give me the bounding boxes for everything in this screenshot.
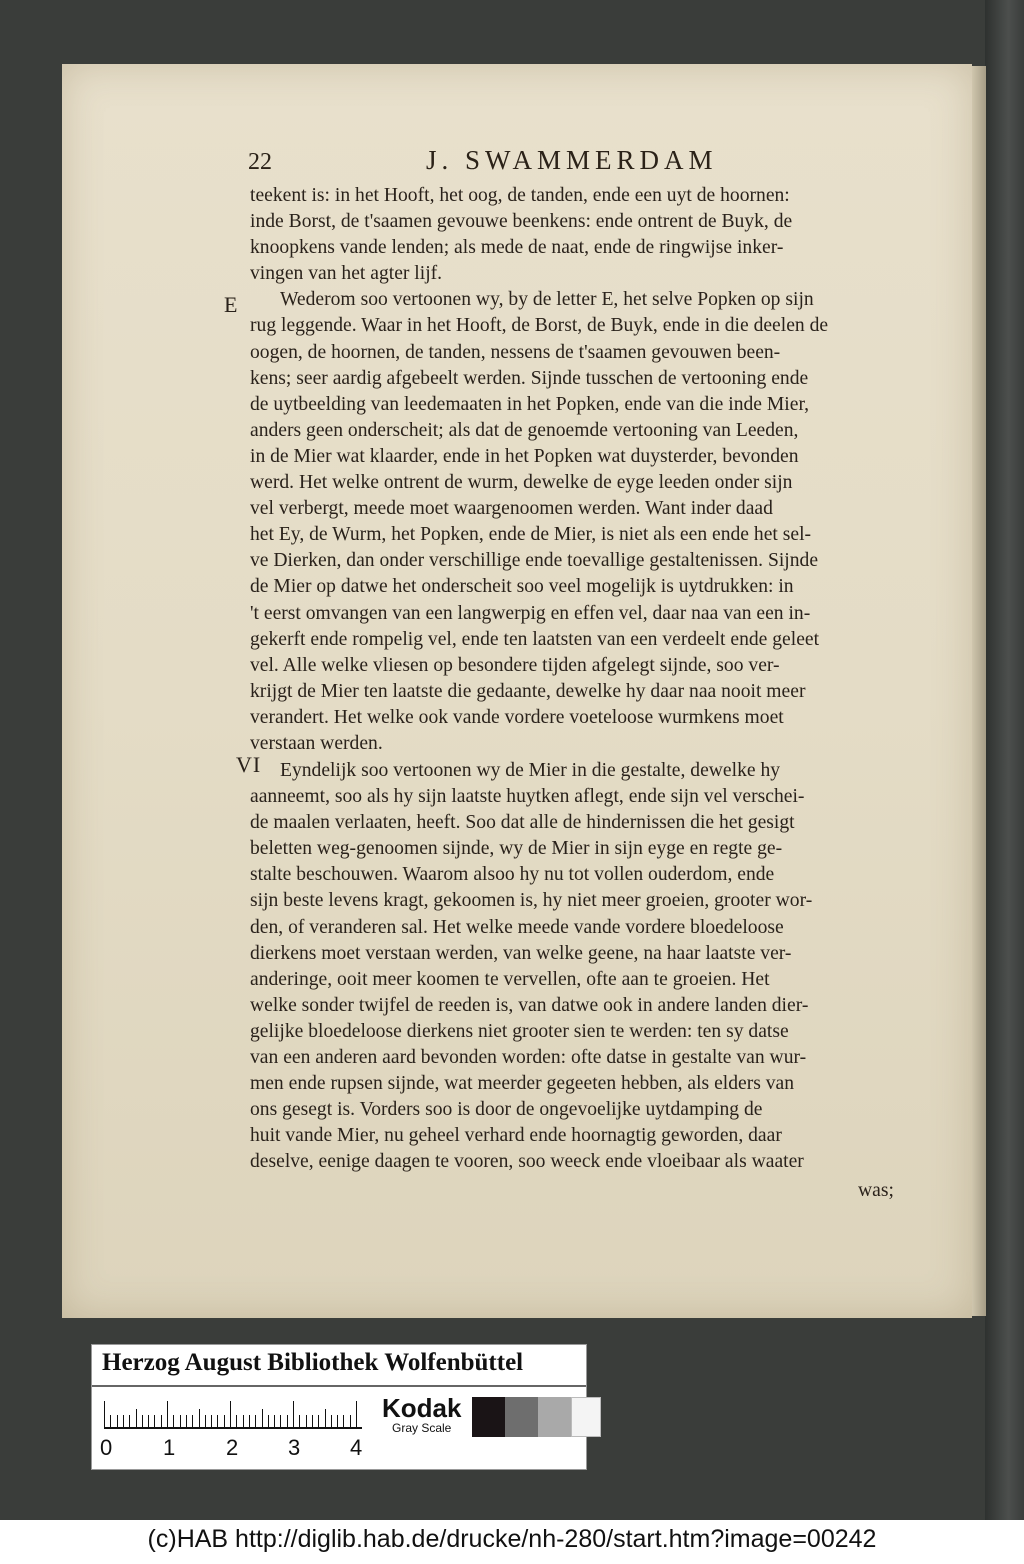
card-divider <box>92 1385 586 1387</box>
text-line: anders geen onderscheit; als dat de genoemde vertooning van Leeden, <box>250 419 799 441</box>
gray-swatch-4 <box>571 1397 601 1437</box>
page-edge <box>972 66 986 1316</box>
ruler-tick <box>180 1415 181 1427</box>
ruler-tick <box>343 1415 344 1427</box>
ruler-number: 0 <box>100 1435 113 1460</box>
margin-numeral-vi: VI <box>236 752 262 777</box>
library-card <box>92 1345 586 1469</box>
text-line: Wederom soo vertoonen wy, by de letter E, het selve Popken op sijn <box>280 289 814 311</box>
text-line: vel. Alle welke vliesen op besondere tijden afgelegt sijnde, soo ver- <box>250 654 780 676</box>
ruler-tick <box>262 1409 263 1427</box>
paragraph-2 <box>250 758 910 1176</box>
margin-letter-e: E <box>224 292 238 317</box>
running-title: J. SWAMMERDAM <box>426 145 718 175</box>
gray-swatch-1 <box>472 1397 505 1437</box>
text-line: deselve, eenige daagen te vooren, soo weeck ende vloeibaar als waater <box>250 1151 804 1173</box>
text-line: inde Borst, de t'saamen gevouwe beenkens: ende ontrent de Buyk, de <box>250 211 793 233</box>
ruler-tick <box>199 1409 200 1427</box>
ruler-number: 2 <box>226 1435 239 1460</box>
text-line: dierkens moet verstaan werden, van welke geene, na haar laatste ver- <box>250 942 792 964</box>
text-line: van een anderen aard bevonden worden: ofte datse in gestalte van wur- <box>250 1047 807 1069</box>
ruler-tick <box>117 1415 118 1427</box>
ruler-tick <box>224 1415 225 1427</box>
text-line: vingen van het agter lijf. <box>250 263 443 285</box>
ruler-tick <box>287 1415 288 1427</box>
gray-swatch-3 <box>538 1397 571 1437</box>
ruler-tick <box>142 1415 143 1427</box>
ruler-tick <box>167 1401 168 1427</box>
text-line: sijn beste levens kragt, gekoomen is, hy niet meer groeien, grooter wor- <box>250 890 813 912</box>
text-line: gekerft ende rompelig vel, ende ten laatsten van een verdeelt ende geleet <box>250 628 820 650</box>
text-line: ve Dierken, dan onder verschillige ende toevallige gestaltenissen. Sijnde <box>250 550 819 572</box>
catchword: was; <box>858 1180 894 1201</box>
ruler-number: 1 <box>163 1435 176 1460</box>
text-line: in de Mier wat klaarder, ende in het Popken wat duysterder, bevonden <box>250 445 799 467</box>
text-line: verandert. Het welke ook vande vordere voeteloose wurmkens moet <box>250 706 784 728</box>
gray-scale-label: Gray Scale <box>392 1421 452 1435</box>
ruler-tick <box>161 1415 162 1427</box>
ruler-tick <box>186 1415 187 1427</box>
ruler-tick <box>331 1415 332 1427</box>
kodak-logo: Kodak <box>382 1393 462 1423</box>
text-line: aanneemt, soo als hy sijn laatste huytken aflegt, ende sijn vel verschei- <box>250 786 805 808</box>
text-line: beletten weg-genoomen sijnde, wy de Mier in sijn eyge en regte ge- <box>250 838 783 860</box>
ruler-tick <box>312 1415 313 1427</box>
text-line: anderinge, ooit meer koomen te vervellen, ofte aan te groeien. Het <box>250 968 770 990</box>
ruler-tick <box>236 1415 237 1427</box>
ruler-tick <box>192 1415 193 1427</box>
ruler-tick <box>148 1415 149 1427</box>
ruler-tick <box>293 1401 294 1427</box>
ruler-tick <box>211 1415 212 1427</box>
ruler-baseline <box>104 1427 362 1429</box>
text-line: men ende rupsen sijnde, wat meerder gegeeten hebben, als elders van <box>250 1073 795 1095</box>
gray-swatch-2 <box>505 1397 538 1437</box>
text-line: de uytbeelding van leedemaaten in het Popken, ende van die inde Mier, <box>250 393 810 415</box>
ruler-tick <box>123 1415 124 1427</box>
text-line: kens; seer aardig afgebeelt werden. Sijnde tusschen de vertooning ende <box>250 367 809 389</box>
text-line: werd. Het welke ontrent de wurm, dewelke de eyge leeden onder sijn <box>250 472 793 494</box>
image-caption: (c)HAB http://diglib.hab.de/drucke/nh-280/start.htm?image=00242 <box>147 1525 877 1553</box>
ruler-tick <box>318 1415 319 1427</box>
ruler-tick <box>249 1415 250 1427</box>
ruler-tick <box>110 1415 111 1427</box>
ruler-tick <box>136 1409 137 1427</box>
text-line: krijgt de Mier ten laatste die gedaante, dewelke hy daar naa nooit meer <box>250 680 806 702</box>
text-line: rug leggende. Waar in het Hooft, de Borst, de Buyk, ende in die deelen de <box>250 315 829 337</box>
text-line: vel verbergt, meede moet waargenoomen werden. Want inder daad <box>250 498 773 520</box>
ruler-tick <box>129 1415 130 1427</box>
page-number: 22 <box>248 149 272 175</box>
text-line: knoopkens vande lenden; als mede de naat, ende de ringwijse inker- <box>250 237 784 259</box>
ruler-tick <box>274 1415 275 1427</box>
text-line: gelijke bloedeloose dierkens niet grooter sien te werden: ten sy datse <box>250 1020 789 1042</box>
text-line: ons gesegt is. Vorders soo is door de ongevoelijke uytdamping de <box>250 1099 763 1121</box>
text-line: Eyndelijk soo vertoonen wy de Mier in die gestalte, dewelke hy <box>280 760 781 781</box>
text-line: verstaan werden. <box>250 732 383 754</box>
text-line: teekent is: in het Hooft, het oog, de tanden, ende een uyt de hoornen: <box>250 185 790 206</box>
text-line: huit vande Mier, nu geheel verhard ende hoornagtig geworden, daar <box>250 1125 782 1147</box>
ruler-tick <box>325 1409 326 1427</box>
ruler-tick <box>299 1415 300 1427</box>
ruler-tick <box>268 1415 269 1427</box>
ruler-tick <box>280 1415 281 1427</box>
paragraph-1 <box>250 183 910 757</box>
text-line: oogen, de hoornen, de tanden, nessens de t'saamen gevouwen been- <box>250 341 781 363</box>
text-line: stalte beschouwen. Waarom alsoo hy nu tot vollen ouderdom, ende <box>250 864 775 886</box>
text-line: de maalen verlaaten, heeft. Soo dat alle de hindernissen die het gesigt <box>250 812 795 834</box>
ruler-tick <box>173 1415 174 1427</box>
ruler-number: 3 <box>288 1435 301 1460</box>
library-name: Herzog August Bibliothek Wolfenbüttel <box>102 1349 524 1376</box>
text-line: welke sonder twijfel de reeden is, van datwe ook in andere landen dier- <box>250 994 809 1016</box>
ruler-tick <box>356 1401 357 1427</box>
ruler-scale <box>104 1400 364 1428</box>
text-line: den, of veranderen sal. Het welke meede vande vordere bloedeloose <box>250 916 784 938</box>
ruler-tick <box>255 1415 256 1427</box>
text-line: het Ey, de Wurm, het Popken, ende de Mier, is niet als een ende het sel- <box>250 524 812 546</box>
ruler-tick <box>104 1401 105 1427</box>
ruler-tick <box>306 1415 307 1427</box>
ruler-tick <box>154 1415 155 1427</box>
ruler-tick <box>217 1415 218 1427</box>
text-line: 't eerst omvangen van een langwerpig en effen vel, daar naa van een in- <box>250 602 811 624</box>
text-line: de Mier op datwe het onderscheit soo veel mogelijk is uytdrukken: in <box>250 576 794 598</box>
ruler-tick <box>205 1415 206 1427</box>
page-header <box>248 145 748 185</box>
ruler-number: 4 <box>350 1435 363 1460</box>
ruler-tick <box>230 1401 231 1427</box>
ruler-tick <box>243 1415 244 1427</box>
ruler-tick <box>337 1415 338 1427</box>
ruler-tick <box>350 1415 351 1427</box>
